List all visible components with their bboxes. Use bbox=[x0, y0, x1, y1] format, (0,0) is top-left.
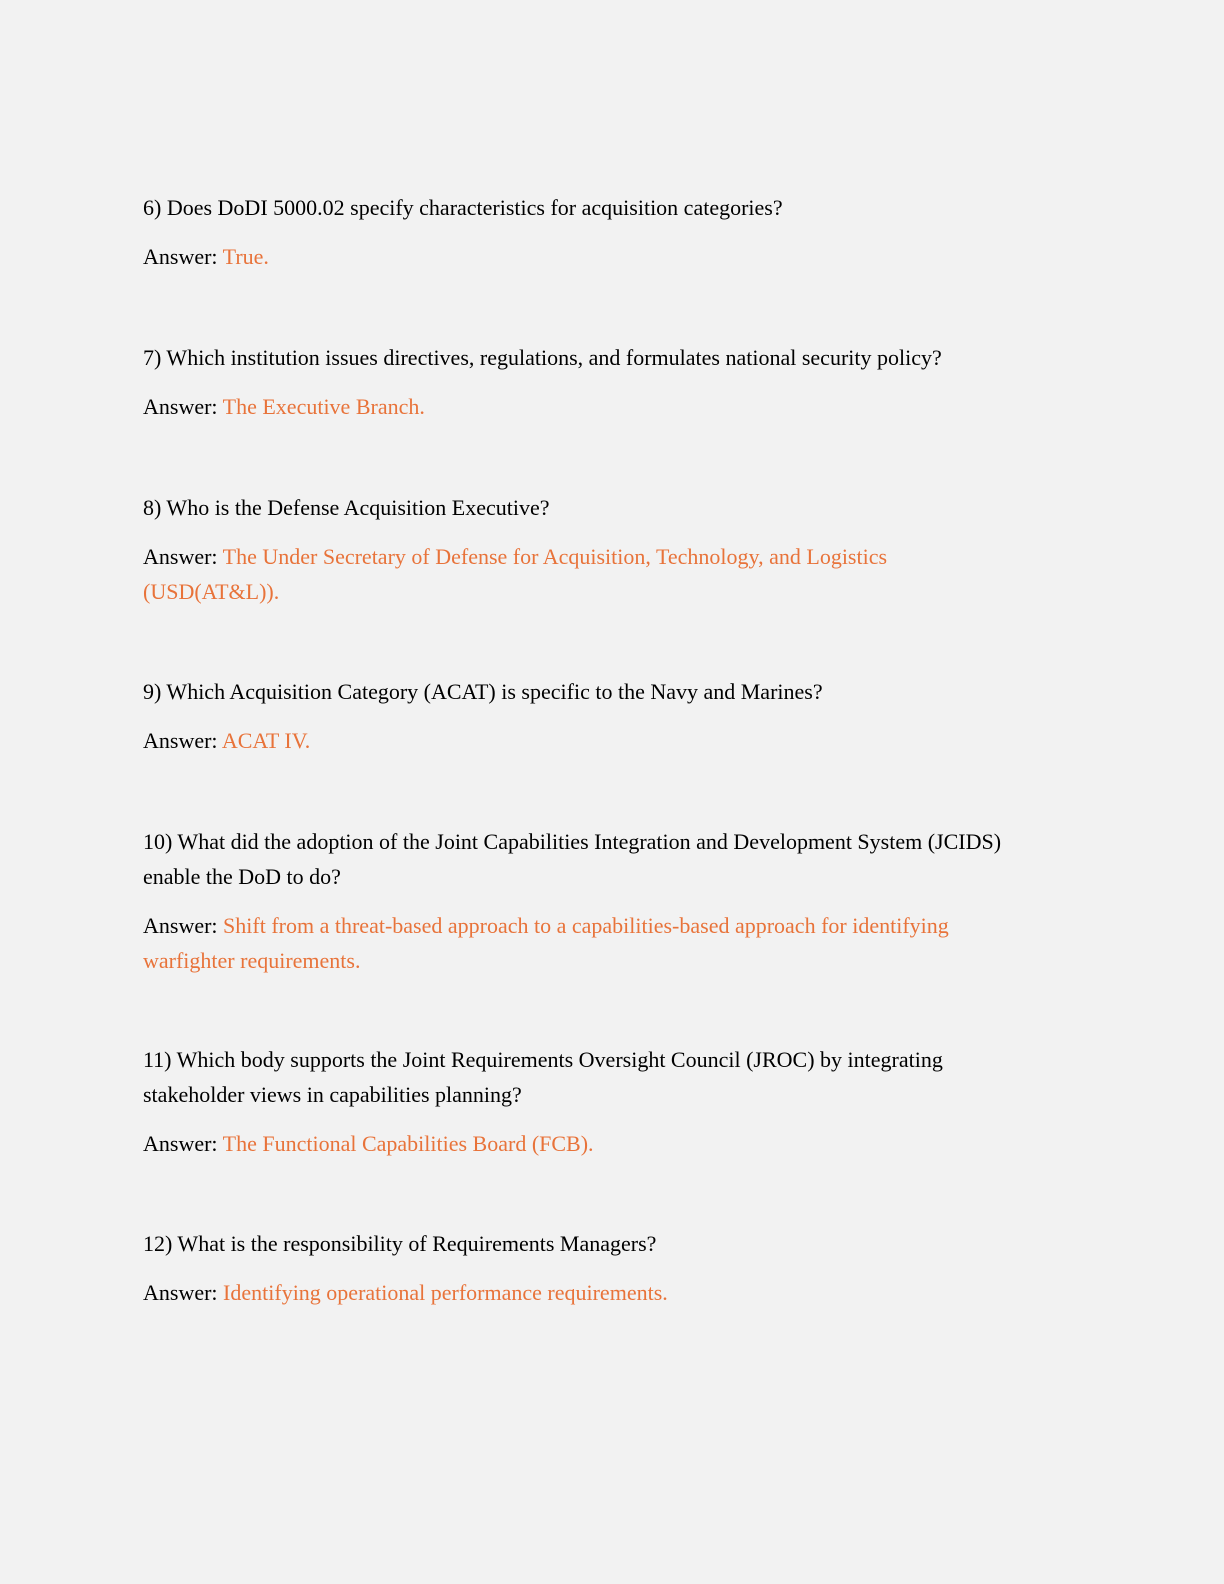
question-9: 9) Which Acquisition Category (ACAT) is specific to the Navy and Marines? bbox=[143, 679, 823, 704]
answer-label: Answer: bbox=[143, 544, 218, 569]
answer-7 bbox=[143, 389, 1023, 424]
answer-label: Answer: bbox=[143, 1280, 218, 1305]
question-12: 12) What is the responsibility of Requirements Managers? bbox=[143, 1231, 657, 1256]
answer-label: Answer: bbox=[143, 728, 218, 753]
question-8: 8) Who is the Defense Acquisition Executive? bbox=[143, 495, 550, 520]
answer-text-8: The Under Secretary of Defense for Acquisition, Technology, and Logistics (USD(AT&L)). bbox=[143, 544, 888, 604]
answer-9 bbox=[143, 723, 1023, 758]
qa-item-11 bbox=[143, 1042, 1023, 1161]
answer-text-12: Identifying operational performance requirements. bbox=[223, 1280, 668, 1305]
answer-8 bbox=[143, 539, 1023, 609]
answer-text-11: The Functional Capabilities Board (FCB). bbox=[222, 1131, 594, 1156]
qa-item-12 bbox=[143, 1226, 1023, 1310]
question-10: 10) What did the adoption of the Joint Capabilities Integration and Development System (JCIDS) enable the DoD to do? bbox=[143, 829, 1002, 889]
question-7: 7) Which institution issues directives, regulations, and formulates national security policy? bbox=[143, 345, 942, 370]
answer-text-9: ACAT IV. bbox=[221, 728, 311, 753]
qa-item-7 bbox=[143, 340, 1023, 424]
answer-12 bbox=[143, 1275, 1023, 1310]
question-11: 11) Which body supports the Joint Requirements Oversight Council (JROC) by integrating stakeholder views in capabilities planning? bbox=[143, 1047, 943, 1107]
qa-item-8 bbox=[143, 490, 1023, 609]
answer-10 bbox=[143, 908, 1023, 978]
answer-6 bbox=[143, 239, 1023, 274]
answer-label: Answer: bbox=[143, 1131, 218, 1156]
qa-item-6 bbox=[143, 190, 1023, 274]
answer-text-7: The Executive Branch. bbox=[222, 394, 425, 419]
answer-text-10: Shift from a threat-based approach to a capabilities-based approach for identifying warfighter requirements. bbox=[143, 913, 949, 973]
answer-label: Answer: bbox=[143, 394, 218, 419]
question-6: 6) Does DoDI 5000.02 specify characteristics for acquisition categories? bbox=[143, 195, 783, 220]
qa-item-10 bbox=[143, 824, 1023, 978]
qa-item-9 bbox=[143, 674, 1023, 758]
answer-11 bbox=[143, 1126, 1023, 1161]
answer-label: Answer: bbox=[143, 913, 218, 938]
answer-label: Answer: bbox=[143, 244, 218, 269]
answer-text-6: True. bbox=[222, 244, 269, 269]
